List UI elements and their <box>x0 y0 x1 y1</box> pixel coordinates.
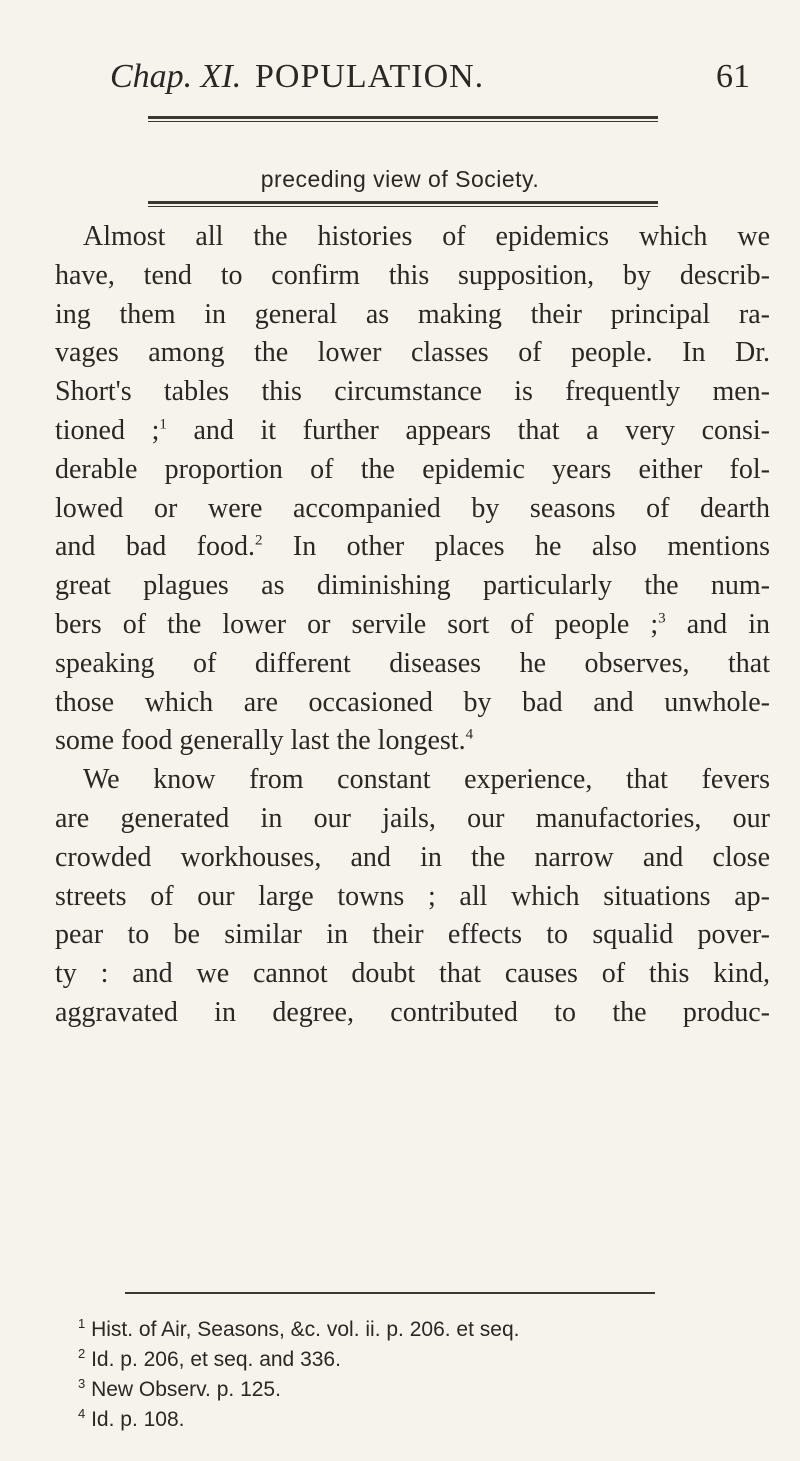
text-fragment: and bad food. <box>55 531 256 563</box>
text-line: streets of our large towns ; all which situations ap- <box>55 880 770 912</box>
text-fragment: In other places he also mentions <box>262 531 770 563</box>
text-fragment: some food generally last the longest. <box>55 725 466 757</box>
text-line <box>55 722 770 761</box>
text-line: speaking of different diseases he observes, that <box>55 647 770 679</box>
footnote-ref: 1 <box>159 416 167 433</box>
footnote-ref: 2 <box>255 533 263 550</box>
footnote-text: Id. p. 206, et seq. and 336. <box>91 1348 341 1371</box>
footnote-text: Hist. of Air, Seasons, &c. vol. ii. p. 206. et seq. <box>91 1318 520 1341</box>
text-line: pear to be similar in their effects to squalid pover- <box>55 919 770 951</box>
text-line: aggravated in degree, contributed to the produc- <box>55 996 770 1028</box>
text-line: We know from constant experience, that fevers <box>83 764 770 796</box>
footnote <box>78 1345 728 1375</box>
text-line: crowded workhouses, and in the narrow and close <box>55 841 770 873</box>
body-text <box>55 218 770 1033</box>
footnote <box>78 1375 728 1405</box>
footnote-ref: 3 <box>658 610 666 627</box>
text-line: ty : and we cannot doubt that causes of this kind, <box>55 958 770 990</box>
footnote <box>78 1405 728 1435</box>
page-number: 61 <box>716 58 750 95</box>
text-fragment: and it further appears that a very consi- <box>166 414 770 446</box>
section-subheading: preceding view of Society. <box>260 166 540 192</box>
text-line: derable proportion of the epidemic years either fol- <box>55 453 770 485</box>
footnote-mark: 2 <box>78 1346 86 1361</box>
running-title: POPULATION. <box>255 58 485 95</box>
footnotes <box>78 1315 728 1435</box>
text-line: lowed or were accompanied by seasons of dearth <box>55 492 770 524</box>
top-double-rule <box>148 116 658 119</box>
footnote <box>78 1315 728 1345</box>
footnote-rule <box>125 1292 655 1294</box>
footnote-mark: 1 <box>78 1316 86 1331</box>
text-fragment: and in <box>665 608 770 640</box>
running-header <box>110 58 750 108</box>
text-fragment: bers of the lower or servile sort of people ; <box>55 608 659 640</box>
footnote-mark: 4 <box>78 1406 86 1421</box>
footnote-text: New Observ. p. 125. <box>91 1378 281 1401</box>
text-line: great plagues as diminishing particularly the num- <box>55 570 770 602</box>
top-double-rule-thin <box>148 121 658 122</box>
footnote-ref: 4 <box>465 727 474 744</box>
chapter-label: Chap. XI. <box>110 58 242 95</box>
text-line: ing them in general as making their principal ra- <box>55 298 770 330</box>
text-line <box>55 412 770 451</box>
text-line: are generated in our jails, our manufactories, our <box>55 802 770 834</box>
lower-double-rule <box>148 201 658 204</box>
text-line: those which are occasioned by bad and unwhole- <box>55 686 770 718</box>
text-line: Almost all the histories of epidemics which we <box>83 221 770 252</box>
text-line <box>55 606 770 645</box>
text-line: Short's tables this circumstance is frequently men- <box>55 376 770 408</box>
text-line <box>55 528 770 567</box>
footnote-mark: 3 <box>78 1376 86 1391</box>
lower-double-rule-thin <box>148 206 658 207</box>
text-fragment: tioned ; <box>55 414 160 446</box>
footnote-text: Id. p. 108. <box>91 1408 185 1431</box>
text-line: have, tend to confirm this supposition, by describ- <box>55 259 770 291</box>
text-line: vages among the lower classes of people. In Dr. <box>55 337 770 369</box>
